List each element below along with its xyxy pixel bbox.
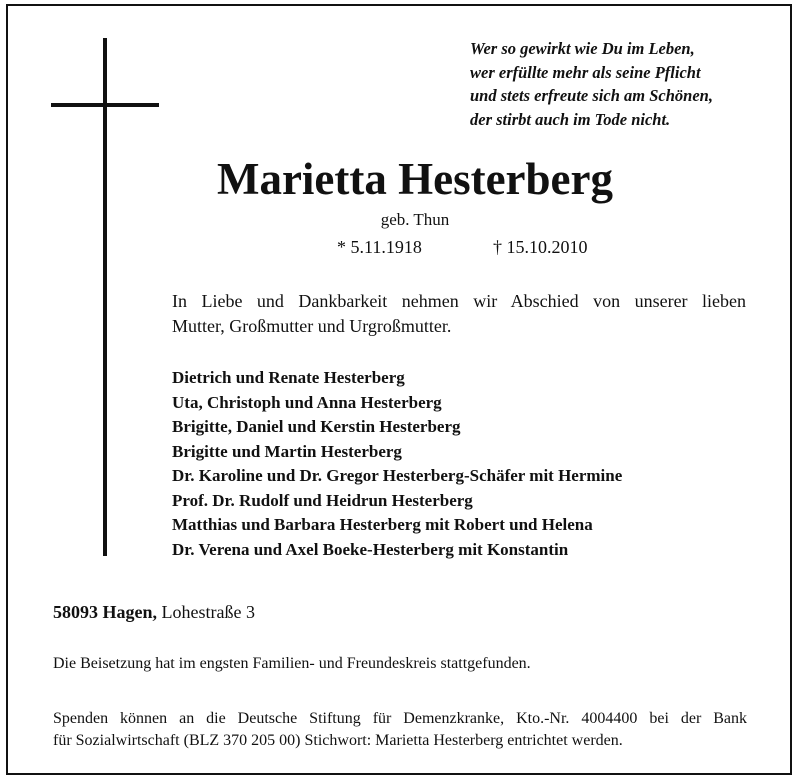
mourner-entry: Brigitte, Daniel und Kerstin Hesterberg <box>172 417 461 436</box>
birth-date: * 5.11.1918 <box>337 237 422 257</box>
cross-horizontal-bar <box>51 103 159 107</box>
farewell-line: Mutter, Großmutter und Urgroßmutter. <box>172 316 452 336</box>
death-date: † 15.10.2010 <box>493 237 588 257</box>
mourner-entry: Uta, Christoph und Anna Hesterberg <box>172 392 442 412</box>
cross-vertical-bar <box>103 38 107 556</box>
mourner-entry: Dr. Verena und Axel Boeke-Hesterberg mit Konstantin <box>172 539 569 559</box>
verse-line: der stirbt auch im Tode nicht. <box>470 109 671 129</box>
donation-line: für Sozialwirtschaft (BLZ 370 205 00) Stichwort: Marietta Hesterberg entrichtet werden. <box>53 732 623 749</box>
mourner-entry: Dietrich und Renate Hesterberg <box>172 368 405 387</box>
family-address <box>53 600 255 624</box>
deceased-name: Marietta Hesterberg <box>216 154 614 204</box>
address-city: 58093 Hagen, <box>53 602 158 622</box>
address-street: Lohestraße 3 <box>161 602 255 622</box>
mourners-list <box>172 366 622 562</box>
burial-note: Die Beisetzung hat im engsten Familien- und Freundeskreis stattgefunden. <box>53 655 531 672</box>
donation-note <box>53 708 747 752</box>
mourner-entry: Dr. Karoline und Dr. Gregor Hesterberg-Schäfer mit Hermine <box>172 466 623 485</box>
mourner-entry: Prof. Dr. Rudolf und Heidrun Hesterberg <box>172 490 473 510</box>
memorial-verse <box>470 37 770 131</box>
mourner-entry: Matthias und Barbara Hesterberg mit Robert und Helena <box>172 515 593 534</box>
verse-line: wer erfüllte mehr als seine Pflicht <box>470 62 701 82</box>
farewell-text <box>172 289 746 339</box>
mourner-entry: Brigitte und Martin Hesterberg <box>172 441 402 461</box>
maiden-name: geb. Thun <box>380 210 450 229</box>
farewell-line: In Liebe und Dankbarkeit nehmen wir Abschied von unserer lieben <box>172 291 746 311</box>
verse-line: Wer so gewirkt wie Du im Leben, <box>470 39 695 58</box>
donation-line: Spenden können an die Deutsche Stiftung für Demenzkranke, Kto.-Nr. 4004400 bei der Bank <box>53 710 747 727</box>
verse-line: und stets erfreute sich am Schönen, <box>470 86 713 105</box>
